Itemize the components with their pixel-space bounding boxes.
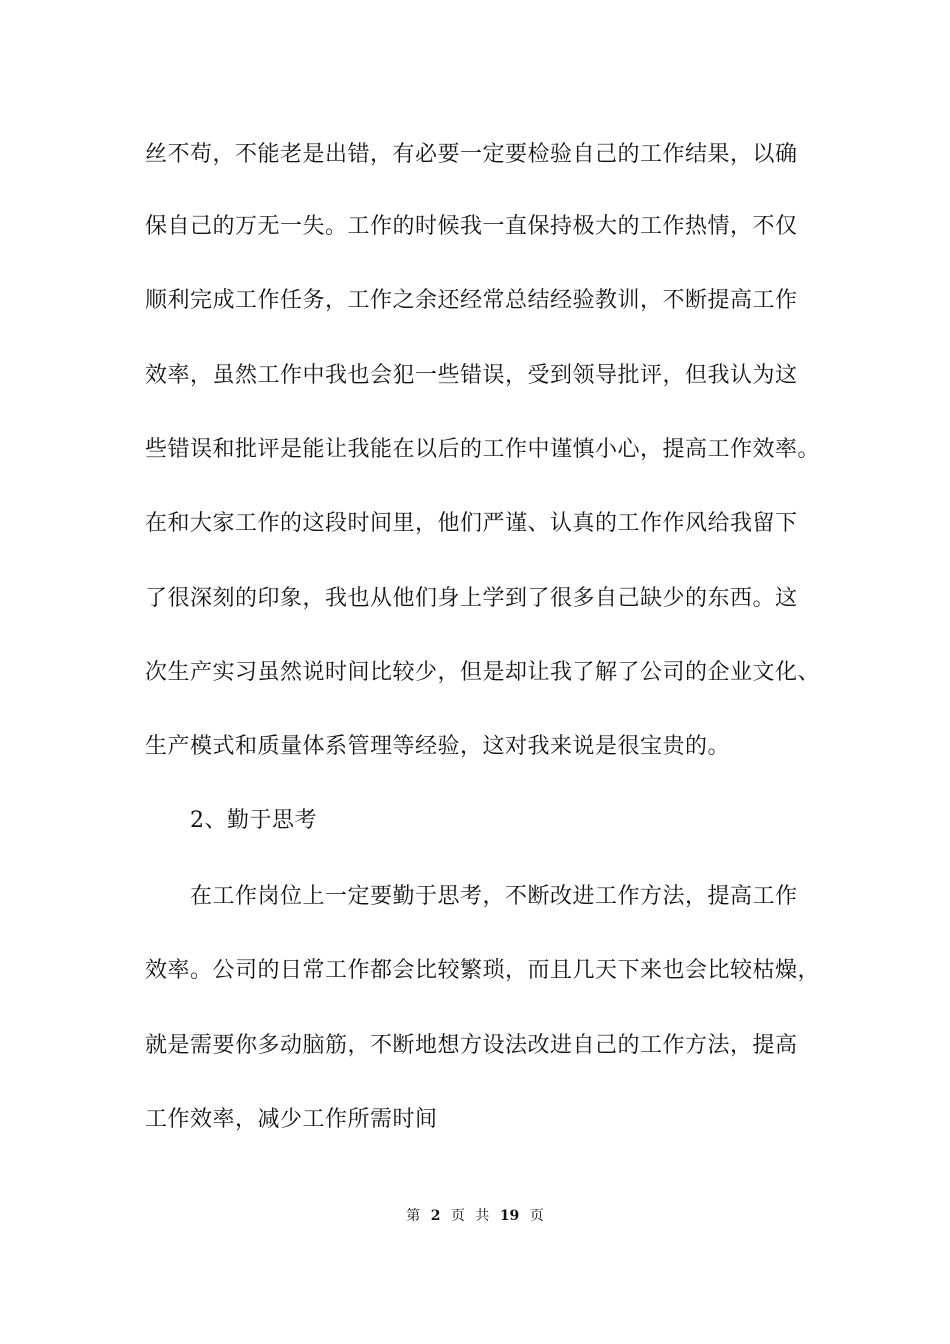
section-heading: 2、勤于思考 (190, 808, 317, 833)
footer-page-number: 2 (430, 1208, 441, 1224)
paragraph-line: 在工作岗位上一定要勤于思考，不断改进工作方法，提高工作 (190, 884, 798, 909)
paragraph-line: 丝不苟，不能老是出错，有必要一定要检验自己的工作结果，以确 (145, 142, 798, 167)
paragraph-line: 保自己的万无一失。工作的时候我一直保持极大的工作热情，不仅 (145, 214, 798, 239)
footer-mid1: 页 (450, 1208, 465, 1224)
paragraph-line: 生产模式和质量体系管理等经验，这对我来说是很宝贵的。 (145, 734, 731, 759)
paragraph-line: 就是需要你多动脑筋，不断地想方设法改进自己的工作方法，提高 (145, 1033, 798, 1058)
footer-total-pages: 19 (499, 1208, 520, 1224)
footer-prefix: 第 (406, 1208, 421, 1224)
paragraph-line: 效率。公司的日常工作都会比较繁琐，而且几天下来也会比较枯燥， (145, 958, 821, 983)
paragraph-line: 了很深刻的印象，我也从他们身上学到了很多自己缺少的东西。这 (145, 586, 798, 611)
paragraph-line: 顺利完成工作任务，工作之余还经常总结经验教训，不断提高工作 (145, 288, 798, 313)
paragraph-line: 工作效率，减少工作所需时间 (145, 1107, 438, 1132)
footer-mid2: 共 (475, 1208, 490, 1224)
paragraph-line: 在和大家工作的这段时间里，他们严谨、认真的工作作风给我留下 (145, 511, 798, 536)
paragraph-line: 些错误和批评是能让我能在以后的工作中谨慎小心，提高工作效率。 (145, 437, 821, 462)
page-footer (0, 1206, 950, 1226)
paragraph-line: 效率，虽然工作中我也会犯一些错误，受到领导批评，但我认为这 (145, 363, 798, 388)
paragraph-line: 次生产实习虽然说时间比较少，但是却让我了解了公司的企业文化、 (145, 660, 821, 685)
footer-suffix: 页 (529, 1208, 544, 1224)
